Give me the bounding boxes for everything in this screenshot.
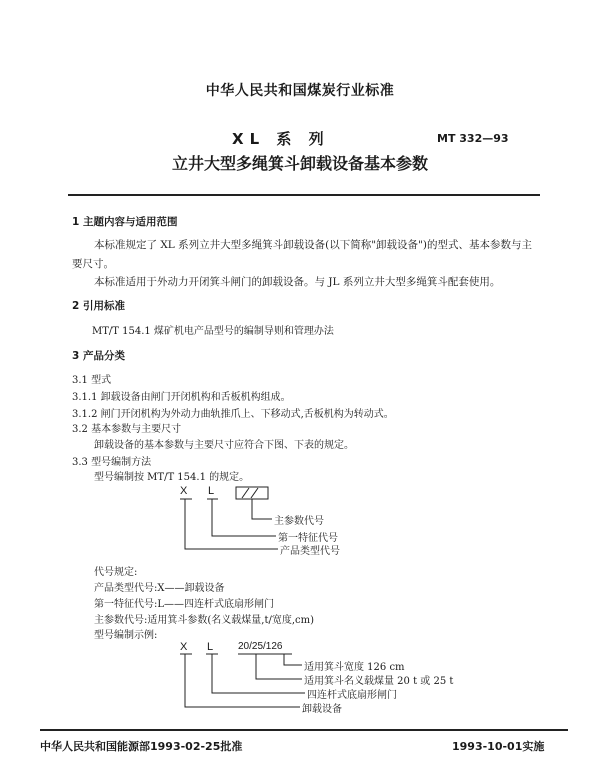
- example-label-device: 卸载设备: [302, 704, 342, 715]
- example-label-gate: 四连杆式底扇形闸门: [307, 690, 397, 701]
- section-3-3-heading: 3.3 型号编制方法: [72, 457, 152, 468]
- section-1-heading: 1 主题内容与适用范围: [72, 216, 178, 228]
- example-parameter: 20/25/126: [238, 641, 283, 652]
- example-letter-x: X: [180, 641, 188, 653]
- section-3-1-2: 3.1.2 闸门开闭机构为外动力曲轨推爪上、下移动式,舌板机构为转动式。: [72, 409, 394, 420]
- label-main-parameter: 主参数代号: [274, 516, 324, 527]
- label-first-feature: 第一特征代号: [278, 533, 338, 544]
- code-rule-category: 产品类型代号:X——卸载设备: [94, 583, 225, 594]
- section-3-3-paragraph: 型号编制按 MT/T 154.1 的规定。: [94, 472, 250, 483]
- section-3-1-1: 3.1.1 卸载设备由闸门开闭机构和舌板机构组成。: [72, 392, 291, 403]
- section-3-heading: 3 产品分类: [72, 350, 125, 362]
- standard-number: MT 332—93: [437, 132, 509, 145]
- reference-standard: MT/T 154.1 煤矿机电产品型号的编制导则和管理办法: [92, 326, 334, 337]
- section-3-2-heading: 3.2 基本参数与主要尺寸: [72, 424, 182, 435]
- bottom-rule: [40, 729, 568, 731]
- code-rules-intro: 代号规定:: [94, 567, 138, 578]
- implementation-date: 1993-10-01实施: [452, 740, 545, 753]
- section-1-paragraph-1-line-1: 本标准规定了 XL 系列立井大型多绳箕斗卸载设备(以下简称"卸载设备")的型式、基本参数与主: [94, 239, 532, 251]
- diagram-letter-x: X: [180, 485, 188, 497]
- example-label-load: 适用箕斗名义载煤量 20 t 或 25 t: [304, 676, 454, 687]
- example-label-width: 适用箕斗宽度 126 cm: [304, 662, 405, 673]
- section-3-1-heading: 3.1 型式: [72, 375, 112, 386]
- series-name: XL 系 列: [232, 130, 330, 148]
- label-product-category: 产品类型代号: [280, 546, 340, 557]
- approval-info: 中华人民共和国能源部1993-02-25批准: [40, 740, 243, 753]
- section-3-2-paragraph: 卸载设备的基本参数与主要尺寸应符合下图、下表的规定。: [94, 440, 354, 451]
- document-title: 立井大型多绳箕斗卸载设备基本参数: [171, 154, 428, 173]
- org-title: 中华人民共和国煤炭行业标准: [205, 83, 395, 99]
- example-letter-l: L: [207, 641, 214, 653]
- section-1-paragraph-1-line-2: 要尺寸。: [72, 258, 114, 270]
- width-leader: [284, 654, 302, 665]
- code-rule-first-feature: 第一特征代号:L——四连杆式底扇形闸门: [94, 599, 275, 610]
- gate-leader: [212, 654, 305, 693]
- section-2-heading: 2 引用标准: [72, 300, 125, 312]
- device-leader: [185, 654, 300, 707]
- load-leader: [256, 654, 302, 679]
- diagram-letter-l: L: [208, 485, 215, 497]
- example-intro: 型号编制示例:: [94, 630, 158, 641]
- section-1-paragraph-2: 本标准适用于外动力开闭箕斗闸门的卸载设备。与 JL 系列立井大型多绳箕斗配套使用。: [94, 276, 501, 288]
- code-rule-main-parameter: 主参数代号:适用箕斗参数(名义载煤量,t/宽度,cm): [94, 615, 314, 626]
